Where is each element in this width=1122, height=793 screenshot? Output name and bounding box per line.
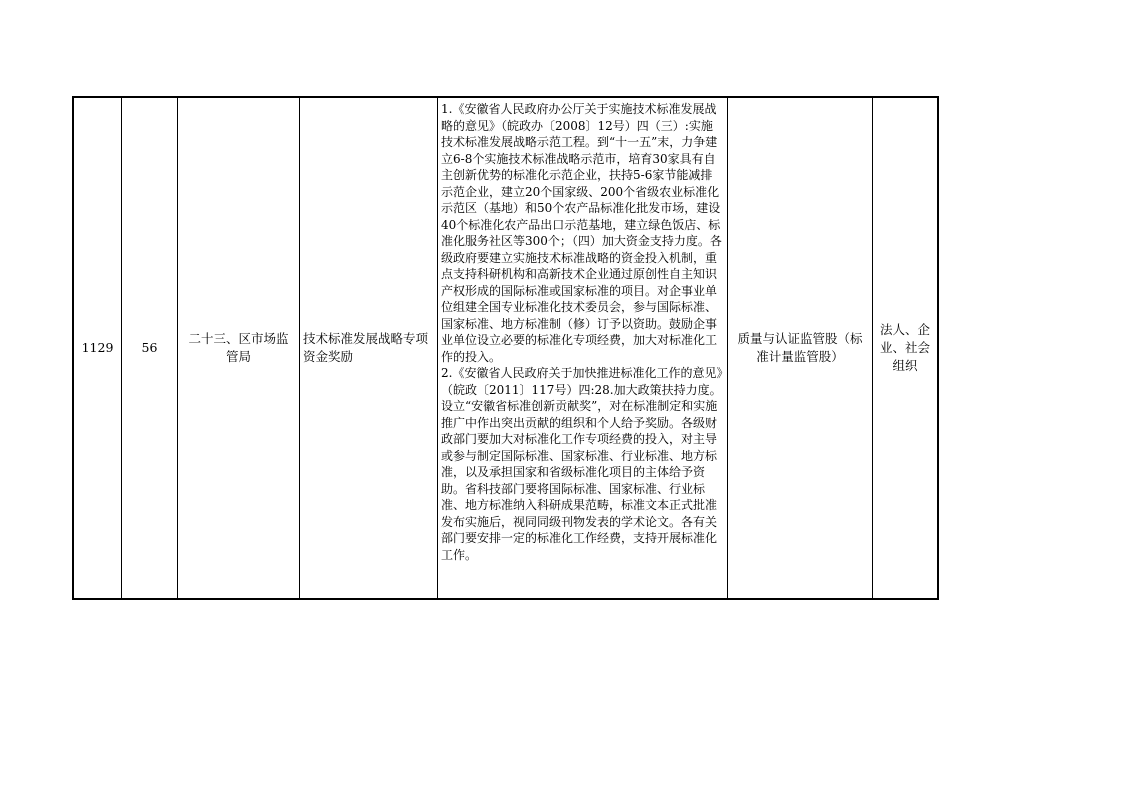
responsible-unit-cell [728, 98, 873, 598]
department-cell [178, 98, 300, 598]
policy-basis-cell [438, 98, 728, 598]
sequence-number: 1129 [81, 340, 114, 355]
responsible-unit: 质量与认证监管股（标准计量监管股） [737, 331, 863, 364]
sub-number-cell [122, 98, 178, 598]
sub-number: 56 [141, 340, 158, 355]
department-name: 二十三、区市场监管局 [188, 331, 289, 364]
sequence-number-cell [74, 98, 122, 598]
policy-basis-text: 1.《安徽省人民政府办公厅关于实施技术标准发展战略的意见》（皖政办〔2008〕12号）四（三）:实施技术标准发展战略示范工程。到“十一五”末，力争建立6-8个实施技术标准战略示范市，培育30家具有自主创新优势的标准化示范企业，扶持5-6家节能减排示范企业，建立20个国家级、200个省级农业标准化示范区（基地）和50个农产品标准化批发市场，建设40个标准化农产品出口示范基地，建立绿色饭店、标准化服务社区等300个；（四）加大资金支持力度。各级政府要建立实施技术标准战略的资金投入机制，重点支持科研机构和高新技术企业通过原创性自主知识产权形成的国际标准或国家标准的项目。对企事业单位组建全国专业标准化技术委员会，参与国际标准、国家标准、地方标准制（修）订予以资助。鼓励企事业单位设立必要的标准化专项经费，加大对标准化工作的投入。 2.《安徽省人民政府关于加快推进标准化工作的意见》（皖政〔2011〕117号）四:28.加大政策扶持力度。设立“安徽省标准创新贡献奖”，对在标准制定和实施推广中作出突出贡献的组织和个人给予奖励。各级财政部门要加大对标准化工作专项经费的投入，对主导或参与制定国际标准、国家标准、行业标准、地方标准，以及承担国家和省级标准化项目的主体给予资助。省科技部门要将国际标准、国家标准、行业标准、地方标准纳入科研成果范畴，标准文本正式批准发布实施后，视同同级刊物发表的学术论文。各有关部门要安排一定的标准化工作经费，支持开展标准化工作。 [441, 102, 723, 562]
item-name: 技术标准发展战略专项资金奖励 [303, 331, 429, 364]
target-subject: 法人、企业、社会组织 [879, 322, 930, 373]
policy-table-row [72, 96, 939, 600]
item-name-cell [300, 98, 438, 598]
target-cell [873, 98, 937, 598]
